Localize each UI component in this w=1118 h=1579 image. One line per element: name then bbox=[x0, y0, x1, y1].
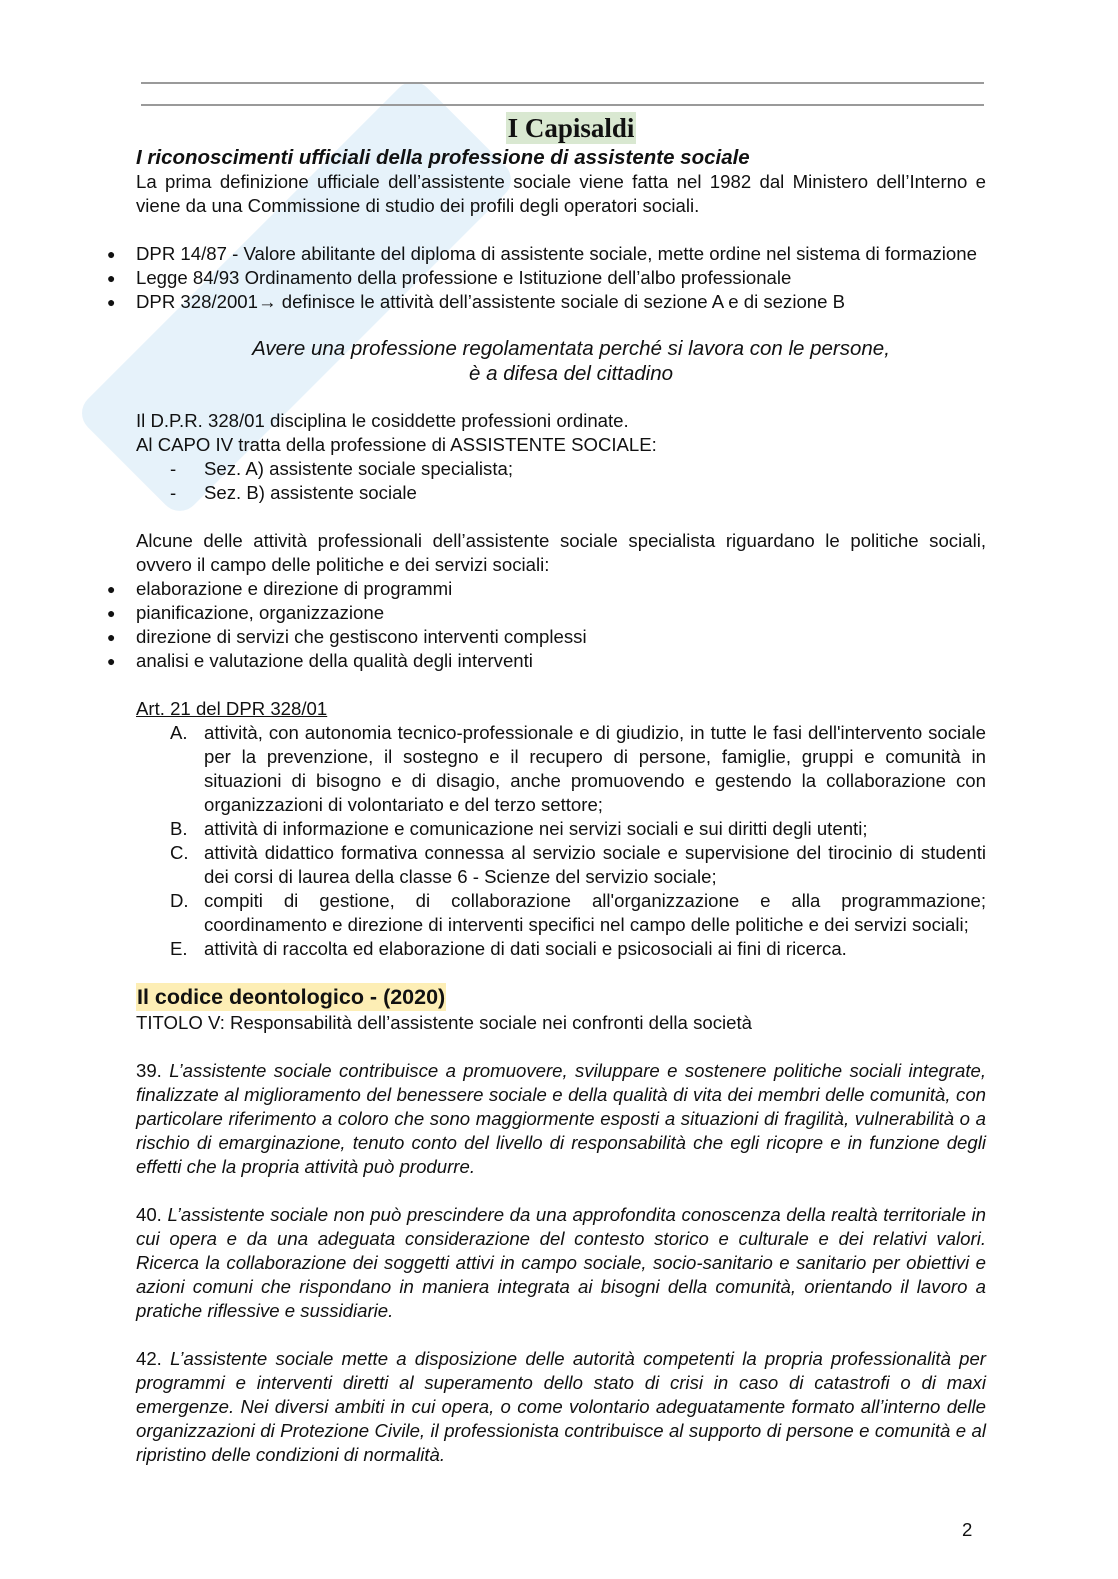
article-21-list bbox=[136, 721, 986, 961]
page-title: I Capisaldi bbox=[507, 113, 635, 143]
list-item: ● DPR 328/2001→ definisce le attività dell’assistente sociale di sezione A e di sezione B bbox=[107, 291, 846, 312]
bullet-icon: ● bbox=[107, 653, 116, 669]
article-21-title: Art. 21 del DPR 328/01 bbox=[136, 698, 328, 719]
bullet-icon: ● bbox=[107, 270, 116, 286]
dpr-line-1: Il D.P.R. 328/01 disciplina le cosiddette professioni ordinate. bbox=[136, 410, 629, 431]
list-item: ● direzione di servizi che gestiscono interventi complessi bbox=[107, 626, 587, 647]
specialist-intro: Alcune delle attività professionali dell’assistente sociale specialista riguardano le politiche sociali, ovvero il campo delle politiche e dei servizi sociali: bbox=[136, 530, 986, 575]
quote-line-1: Avere una professione regolamentata perché si lavora con le persone, bbox=[252, 337, 890, 360]
list-item: ● elaborazione e direzione di programmi bbox=[107, 578, 453, 599]
code-subtitle: TITOLO V: Responsabilità dell’assistente sociale nei confronti della società bbox=[136, 1012, 752, 1033]
laws-list bbox=[107, 242, 986, 314]
list-item: ● analisi e valutazione della qualità degli interventi bbox=[107, 650, 533, 671]
specialist-list bbox=[107, 577, 986, 673]
list-item: A. attività, con autonomia tecnico-professionale e di giudizio, in tutte le fasi dell'intervento sociale per la prevenzione, il sostegno e il recupero di persone, famiglie, gruppi e comunità in situazioni di bisogno e di disagio, anche promuovendo e gestendo la collaborazione con organizzazioni di volontariato e del terzo settore; bbox=[170, 722, 986, 815]
section-subheading: I riconoscimenti ufficiali della professione di assistente sociale bbox=[136, 146, 750, 169]
intro-paragraph: La prima definizione ufficiale dell’assistente sociale viene fatta nel 1982 dal Ministero dell’Interno e viene da una Commissione di studio dei profili degli operatori sociali. bbox=[136, 171, 986, 216]
list-item: ● pianificazione, organizzazione bbox=[107, 602, 385, 623]
list-item: D. compiti di gestione, di collaborazione all'organizzazione e alla programmazione; coordinamento e direzione di interventi specifici nel campo delle politiche e dei servizi sociali; bbox=[170, 890, 986, 935]
article-39: 39. L’assistente sociale contribuisce a promuovere, sviluppare e sostenere politiche sociali integrate, finalizzate al miglioramento del benessere sociale e della qualità di vita dei membri delle comunità, con particolare riferimento a coloro che sono maggiormente esposti a situazioni di fragilità, vulnerabilità o a rischio di emarginazione, tenuto conto del livello di responsabilità che egli ricopre e in funzione degli effetti che la propria attività può produrre. bbox=[136, 1060, 986, 1177]
bullet-icon: ● bbox=[107, 605, 116, 621]
article-40: 40. L’assistente sociale non può prescindere da una approfondita conoscenza della realtà territoriale in cui opera e da una adeguata considerazione del contesto storico e culturale e dei relativi valori. Ricerca la collaborazione dei soggetti attivi in campo sociale, socio-sanitario e sanitario per obiettivi e azioni comuni che rispondano in maniera integrata ai bisogni della comunità, orientando il lavoro a pratiche riflessive e sussidiarie. bbox=[136, 1204, 986, 1321]
quote-line-2: è a difesa del cittadino bbox=[469, 362, 673, 385]
header-rule-top bbox=[141, 82, 984, 84]
bullet-icon: ● bbox=[107, 294, 116, 310]
bullet-icon: ● bbox=[107, 629, 116, 645]
list-item: - Sez. A) assistente sociale specialista; bbox=[170, 458, 514, 479]
list-item: ● Legge 84/93 Ordinamento della professione e Istituzione dell’albo professionale bbox=[107, 267, 792, 288]
header-rule-bottom bbox=[141, 104, 984, 106]
list-item: - Sez. B) assistente sociale bbox=[170, 482, 417, 503]
page-content bbox=[107, 112, 986, 1467]
page-number: 2 bbox=[962, 1519, 973, 1540]
code-heading: Il codice deontologico - (2020) bbox=[137, 985, 446, 1009]
article-42: 42. L’assistente sociale mette a disposizione delle autorità competenti la propria professionalità per programmi e interventi diretti al superamento dello stato di crisi in caso di catastrofi o di maxi emergenze. Nei diversi ambiti in cui opera, o come volontario adeguatamente formato all’interno delle organizzazioni di Protezione Civile, il professionista contribuisce al supporto di persone e comunità e al ripristino delle condizioni di normalità. bbox=[136, 1348, 986, 1465]
list-item: E. attività di raccolta ed elaborazione di dati sociali e psicosociali ai fini di ricerca. bbox=[170, 938, 847, 959]
list-item: B. attività di informazione e comunicazione nei servizi sociali e sui diritti degli utenti; bbox=[170, 818, 868, 839]
list-item: ● DPR 14/87 - Valore abilitante del diploma di assistente sociale, mette ordine nel sistema di formazione bbox=[107, 243, 977, 264]
list-item: C. attività didattico formativa connessa al servizio sociale e supervisione del tirocinio di studenti dei corsi di laurea della classe 6 - Scienze del servizio sociale; bbox=[170, 842, 986, 887]
dpr-line-2: Al CAPO IV tratta della professione di ASSISTENTE SOCIALE: bbox=[136, 434, 657, 455]
bullet-icon: ● bbox=[107, 581, 116, 597]
bullet-icon: ● bbox=[107, 246, 116, 262]
